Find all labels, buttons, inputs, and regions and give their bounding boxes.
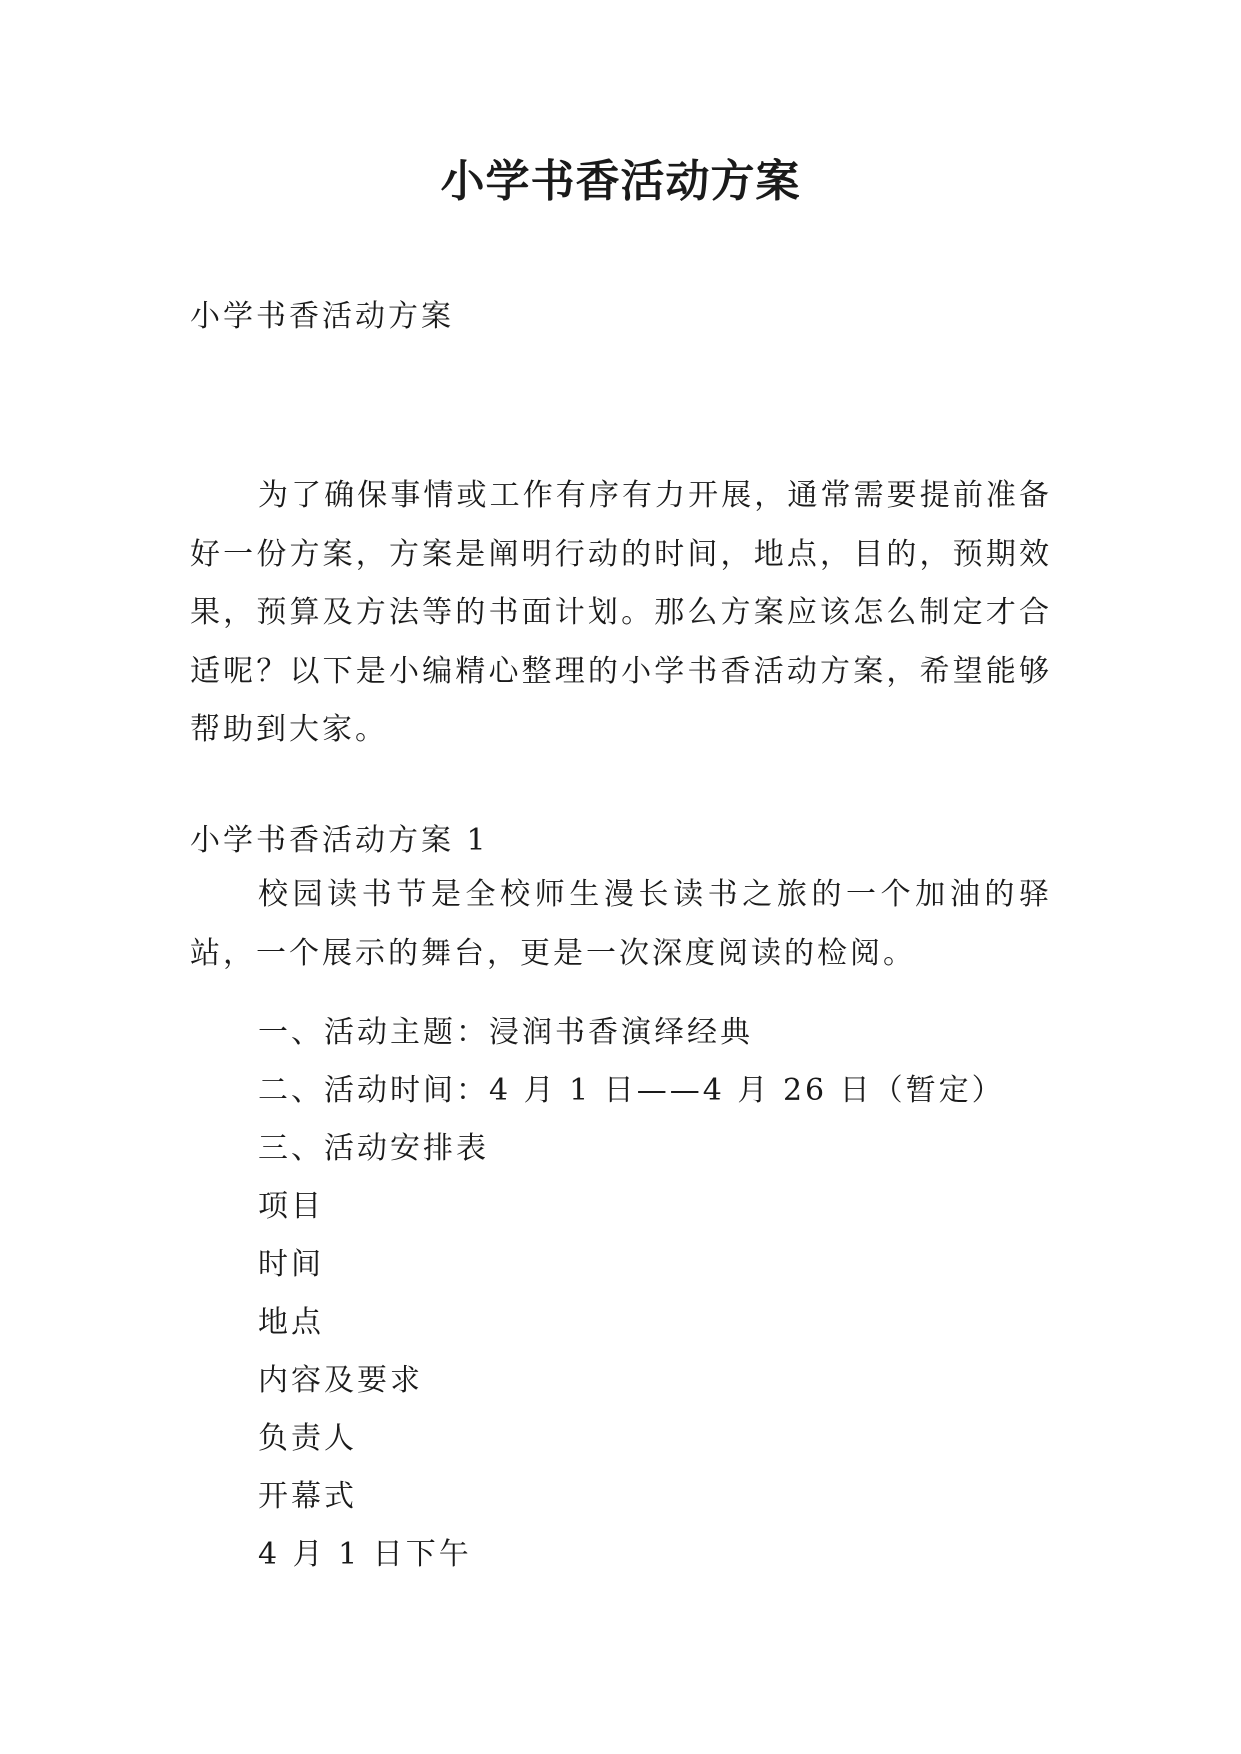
table-field-content: 内容及要求 — [258, 1363, 423, 1398]
table-cell-date: 4 月 1 日下午 — [258, 1537, 472, 1572]
activity-time-line: 二、活动时间：4 月 1 日——4 月 26 日（暂定） — [258, 1073, 1005, 1108]
section-paragraph: 校园读书节是全校师生漫长读书之旅的一个加油的驿站，一个展示的舞台，更是一次深度阅读的检阅。 — [190, 877, 1052, 971]
table-cell-opening: 开幕式 — [258, 1479, 357, 1514]
section-heading: 小学书香活动方案 1 — [190, 823, 489, 858]
activity-theme-line: 一、活动主题：浸润书香演绎经典 — [258, 1015, 753, 1050]
table-field-owner: 负责人 — [258, 1421, 357, 1456]
document-title: 小学书香活动方案 — [440, 156, 801, 207]
table-field-location: 地点 — [258, 1305, 324, 1340]
intro-paragraph: 为了确保事情或工作有序有力开展，通常需要提前准备好一份方案，方案是阐明行动的时间，地点，目的，预期效果，预算及方法等的书面计划。那么方案应该怎么制定才合适呢？以下是小编精心整理的小学书香活动方案，希望能够帮助到大家。 — [190, 478, 1052, 747]
schedule-heading-line: 三、活动安排表 — [258, 1131, 489, 1166]
table-field-item: 项目 — [258, 1189, 324, 1224]
document-subtitle: 小学书香活动方案 — [190, 299, 454, 334]
table-field-time: 时间 — [258, 1247, 324, 1282]
